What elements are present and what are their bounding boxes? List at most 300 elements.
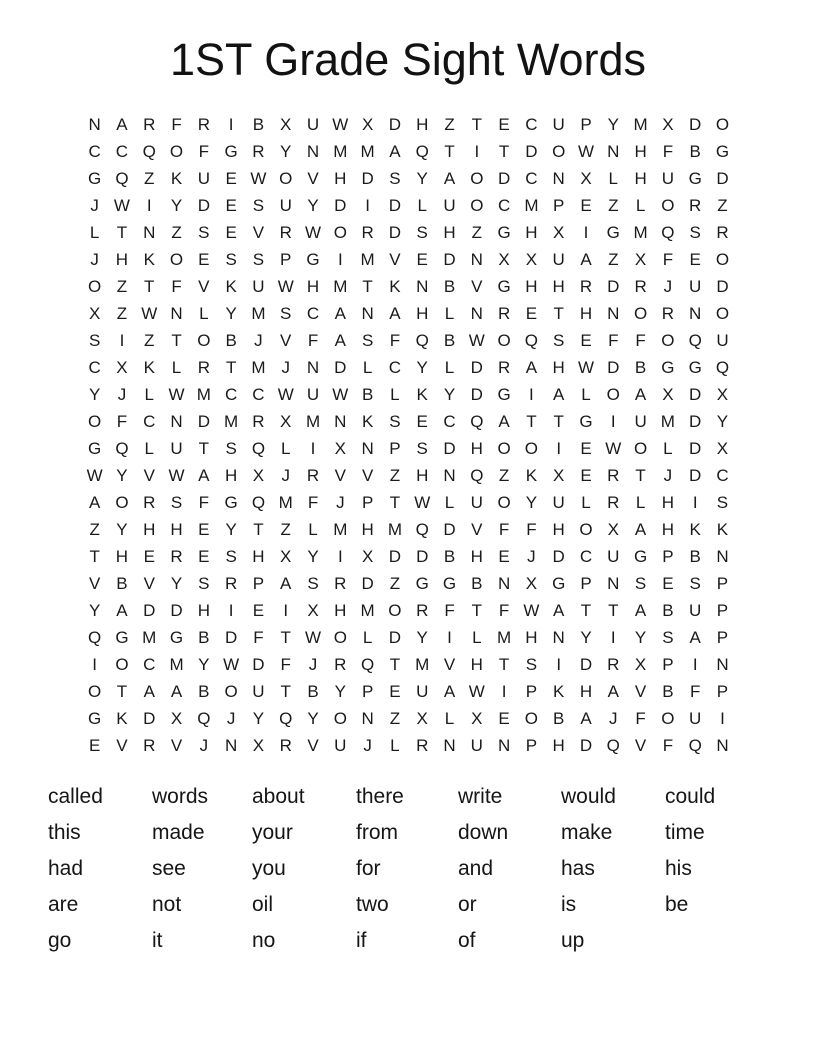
grid-cell: I xyxy=(610,628,616,647)
grid-cell: I xyxy=(556,655,562,674)
word-list-item: make xyxy=(561,821,613,844)
grid-cell: I xyxy=(610,412,616,431)
grid-cell: N xyxy=(607,574,620,593)
grid-cell: R xyxy=(607,466,620,485)
grid-cell: K xyxy=(116,709,128,728)
grid-cell: I xyxy=(365,196,370,215)
grid-cell: K xyxy=(689,520,701,539)
grid-cell: S xyxy=(198,223,210,242)
grid-cell: Z xyxy=(608,196,619,215)
word-list-item: oil xyxy=(252,893,274,916)
grid-cell: F xyxy=(498,520,510,539)
grid-cell: L xyxy=(444,358,455,377)
grid-cell: C xyxy=(525,115,538,134)
grid-cell: I xyxy=(283,601,289,620)
grid-cell: X xyxy=(252,736,265,755)
grid-cell: D xyxy=(689,412,702,431)
grid-cell: W xyxy=(468,331,485,350)
grid-cell: Z xyxy=(444,115,455,134)
grid-cell: Z xyxy=(144,331,155,350)
grid-cell: X xyxy=(553,466,565,485)
grid-cell: U xyxy=(170,439,183,458)
grid-cell: G xyxy=(633,547,648,566)
grid-cell: D xyxy=(388,628,402,647)
grid-cell: R xyxy=(661,304,675,323)
grid-cell: S xyxy=(689,223,701,242)
grid-cell: P xyxy=(361,493,374,512)
grid-cell: O xyxy=(115,655,129,674)
grid-cell: O xyxy=(333,628,347,647)
grid-cell: M xyxy=(360,250,375,269)
grid-cell: I xyxy=(337,547,343,566)
grid-cell: T xyxy=(362,277,373,296)
grid-cell: I xyxy=(529,385,534,404)
grid-cell: Y xyxy=(252,709,265,728)
grid-cell: L xyxy=(199,304,209,323)
grid-cell: H xyxy=(197,601,210,620)
grid-cell: M xyxy=(142,628,157,647)
grid-cell: K xyxy=(553,682,565,701)
grid-cell: V xyxy=(334,466,346,485)
grid-cell: D xyxy=(416,547,429,566)
grid-cell: Q xyxy=(606,736,620,755)
grid-cell: J xyxy=(527,547,536,566)
grid-cell: U xyxy=(607,547,620,566)
grid-cell: L xyxy=(663,439,673,458)
grid-cell: Q xyxy=(415,142,429,161)
grid-cell: Z xyxy=(89,520,100,539)
grid-cell: I xyxy=(447,628,452,647)
grid-cell: N xyxy=(607,304,620,323)
grid-cell: D xyxy=(607,358,620,377)
grid-cell: D xyxy=(497,169,511,188)
grid-cell: T xyxy=(471,115,482,134)
grid-cell: X xyxy=(361,115,374,134)
grid-cell: N xyxy=(552,628,565,647)
word-list-item: could xyxy=(665,785,716,808)
grid-cell: H xyxy=(470,439,483,458)
grid-cell: O xyxy=(388,601,402,620)
grid-cell: N xyxy=(361,439,374,458)
grid-cell: N xyxy=(497,736,511,755)
grid-cell: Z xyxy=(144,169,155,188)
grid-cell: F xyxy=(444,601,455,620)
grid-cell: T xyxy=(280,682,291,701)
grid-cell: H xyxy=(552,358,565,377)
grid-cell: P xyxy=(525,736,538,755)
grid-cell: C xyxy=(88,358,101,377)
grid-cell: Y xyxy=(307,196,319,215)
word-list-item: or xyxy=(458,893,477,916)
grid-cell: O xyxy=(715,304,730,323)
grid-cell: R xyxy=(334,574,347,593)
grid-cell: L xyxy=(444,304,455,323)
grid-cell: A xyxy=(443,682,456,701)
grid-cell: D xyxy=(197,196,210,215)
word-list-item: it xyxy=(152,929,163,952)
word-list-item: be xyxy=(665,893,689,916)
grid-cell: G xyxy=(415,574,429,593)
grid-cell: F xyxy=(307,493,319,512)
grid-cell: N xyxy=(170,304,183,323)
grid-cell: J xyxy=(363,736,372,755)
grid-cell: T xyxy=(471,601,482,620)
grid-cell: L xyxy=(280,439,291,458)
grid-cell: S xyxy=(716,493,729,512)
grid-cell: P xyxy=(716,682,729,701)
grid-cell: D xyxy=(388,115,402,134)
grid-cell: I xyxy=(692,493,698,512)
grid-cell: S xyxy=(225,250,237,269)
grid-cell: L xyxy=(390,736,400,755)
word-list-item: called xyxy=(48,785,103,808)
grid-cell: E xyxy=(662,574,674,593)
word-list-item: is xyxy=(561,893,577,916)
grid-cell: Y xyxy=(280,142,292,161)
grid-cell: S xyxy=(389,412,401,431)
grid-cell: O xyxy=(661,331,675,350)
grid-cell: D xyxy=(470,385,483,404)
grid-cell: G xyxy=(306,250,320,269)
grid-cell: K xyxy=(225,277,237,296)
grid-cell: W xyxy=(86,466,103,485)
grid-cell: N xyxy=(689,304,702,323)
grid-cell: W xyxy=(577,358,595,377)
grid-cell: X xyxy=(307,601,319,620)
grid-cell: K xyxy=(143,250,155,269)
grid-cell: A xyxy=(443,169,456,188)
grid-cell: X xyxy=(88,304,101,323)
grid-cell: C xyxy=(143,655,156,674)
grid-cell: X xyxy=(716,385,729,404)
grid-cell: A xyxy=(143,682,155,701)
grid-cell: E xyxy=(198,520,210,539)
grid-cell: W xyxy=(605,439,622,458)
grid-cell: Z xyxy=(116,304,128,323)
grid-cell: Y xyxy=(225,304,237,323)
grid-cell: D xyxy=(252,655,265,674)
grid-cell: V xyxy=(634,682,647,701)
grid-cell: A xyxy=(634,385,647,404)
word-list-item: words xyxy=(152,785,209,808)
grid-cell: I xyxy=(692,655,698,674)
grid-cell: R xyxy=(607,655,620,674)
grid-cell: M xyxy=(251,304,266,323)
page-title: 1ST Grade Sight Words xyxy=(169,34,647,85)
grid-cell: A xyxy=(553,385,565,404)
grid-cell: Q xyxy=(415,520,429,539)
grid-cell: Y xyxy=(580,628,592,647)
grid-cell: G xyxy=(169,628,184,647)
grid-cell: U xyxy=(306,115,320,134)
grid-cell: L xyxy=(144,439,154,458)
grid-cell: H xyxy=(143,520,156,539)
word-list-item: his xyxy=(665,857,692,880)
grid-cell: C xyxy=(306,304,320,323)
grid-cell: D xyxy=(143,709,156,728)
grid-cell: B xyxy=(225,331,237,350)
grid-cell: D xyxy=(552,547,565,566)
grid-cell: V xyxy=(634,736,647,755)
grid-cell: T xyxy=(280,628,291,647)
grid-cell: R xyxy=(689,196,702,215)
grid-cell: S xyxy=(307,574,319,593)
grid-cell: A xyxy=(634,520,647,539)
grid-cell: G xyxy=(224,493,238,512)
grid-cell: Z xyxy=(389,709,401,728)
grid-cell: A xyxy=(553,601,565,620)
grid-cell: T xyxy=(389,655,401,674)
grid-cell: F xyxy=(389,331,401,350)
grid-cell: M xyxy=(633,223,648,242)
grid-cell: L xyxy=(472,628,482,647)
grid-cell: D xyxy=(607,277,620,296)
grid-cell: M xyxy=(333,277,348,296)
grid-cell: X xyxy=(662,385,674,404)
grid-cell: G xyxy=(688,169,702,188)
grid-cell: H xyxy=(579,304,593,323)
word-list-item: for xyxy=(356,857,381,880)
grid-cell: L xyxy=(444,709,455,728)
grid-cell: J xyxy=(90,196,99,215)
grid-cell: P xyxy=(580,115,592,134)
grid-cell: Q xyxy=(279,709,293,728)
grid-cell: D xyxy=(388,223,402,242)
grid-cell: C xyxy=(525,169,538,188)
grid-cell: T xyxy=(89,547,100,566)
grid-cell: H xyxy=(579,682,593,701)
grid-cell: Z xyxy=(498,466,510,485)
word-list-item: had xyxy=(48,857,84,880)
grid-cell: W xyxy=(305,223,322,242)
grid-cell: O xyxy=(169,142,184,161)
grid-cell: N xyxy=(170,412,183,431)
grid-cell: H xyxy=(661,520,675,539)
grid-cell: V xyxy=(471,277,483,296)
grid-cell: A xyxy=(88,493,101,512)
grid-cell: W xyxy=(113,196,130,215)
grid-cell: F xyxy=(171,115,182,134)
grid-cell: C xyxy=(115,142,129,161)
grid-cell: S xyxy=(634,574,647,593)
word-list-item: your xyxy=(252,821,293,844)
grid-cell: O xyxy=(552,142,566,161)
grid-cell: K xyxy=(716,520,729,539)
grid-cell: M xyxy=(278,493,293,512)
grid-cell: B xyxy=(471,574,483,593)
grid-cell: L xyxy=(171,358,182,377)
grid-cell: U xyxy=(552,250,565,269)
grid-cell: G xyxy=(88,439,102,458)
grid-cell: H xyxy=(224,466,238,485)
grid-cell: R xyxy=(279,736,292,755)
grid-cell: L xyxy=(581,493,591,512)
grid-cell: J xyxy=(254,331,263,350)
grid-cell: S xyxy=(689,574,701,593)
grid-cell: I xyxy=(501,682,507,701)
grid-cell: R xyxy=(416,601,429,620)
word-search-grid xyxy=(81,111,736,759)
grid-cell: L xyxy=(89,223,100,242)
grid-cell: I xyxy=(119,331,125,350)
grid-cell: R xyxy=(143,115,156,134)
grid-cell: R xyxy=(197,115,210,134)
grid-cell: G xyxy=(715,142,730,161)
grid-cell: H xyxy=(416,304,429,323)
grid-cell: P xyxy=(389,439,401,458)
grid-cell: N xyxy=(607,142,620,161)
grid-cell: G xyxy=(224,142,238,161)
grid-cell: O xyxy=(115,493,129,512)
grid-cell: J xyxy=(609,709,618,728)
grid-cell: Y xyxy=(416,628,428,647)
grid-cell: E xyxy=(143,547,155,566)
grid-cell: V xyxy=(471,520,483,539)
word-list-item: up xyxy=(561,929,585,952)
grid-cell: U xyxy=(716,331,729,350)
grid-cell: L xyxy=(635,493,646,512)
grid-cell: Q xyxy=(688,736,702,755)
grid-cell: L xyxy=(362,628,373,647)
grid-cell: W xyxy=(332,115,349,134)
word-list-item: this xyxy=(48,821,81,844)
grid-cell: V xyxy=(443,655,456,674)
grid-cell: R xyxy=(579,277,593,296)
grid-cell: O xyxy=(633,304,648,323)
grid-cell: W xyxy=(141,304,158,323)
grid-cell: R xyxy=(279,223,292,242)
grid-cell: Y xyxy=(170,574,183,593)
grid-cell: V xyxy=(170,736,183,755)
word-list-item: about xyxy=(252,785,305,808)
grid-cell: N xyxy=(443,736,456,755)
grid-cell: Y xyxy=(416,169,428,188)
grid-cell: X xyxy=(553,223,565,242)
grid-cell: H xyxy=(252,547,265,566)
grid-cell: E xyxy=(416,412,428,431)
grid-cell: P xyxy=(553,196,565,215)
word-list-column xyxy=(561,779,616,959)
word-list-item: of xyxy=(458,929,476,952)
grid-cell: Y xyxy=(334,682,346,701)
grid-cell: T xyxy=(498,655,510,674)
grid-cell: P xyxy=(716,628,729,647)
grid-cell: X xyxy=(498,250,510,269)
grid-cell: C xyxy=(497,196,511,215)
grid-cell: X xyxy=(525,574,538,593)
grid-cell: E xyxy=(225,223,237,242)
grid-cell: X xyxy=(416,709,428,728)
grid-cell: B xyxy=(361,385,374,404)
word-list-column xyxy=(48,779,103,959)
grid-cell: S xyxy=(252,250,265,269)
grid-cell: G xyxy=(497,277,511,296)
grid-cell: N xyxy=(361,709,374,728)
grid-cell: R xyxy=(252,412,265,431)
grid-cell: C xyxy=(143,412,156,431)
grid-cell: O xyxy=(524,709,539,728)
grid-cell: D xyxy=(361,169,374,188)
grid-cell: C xyxy=(224,385,238,404)
grid-cell: U xyxy=(416,682,429,701)
grid-cell: E xyxy=(225,196,237,215)
grid-cell: W xyxy=(305,628,322,647)
grid-cell: A xyxy=(280,574,292,593)
grid-cell: C xyxy=(716,466,729,485)
grid-cell: X xyxy=(525,250,538,269)
grid-cell: J xyxy=(199,736,209,755)
word-list-column xyxy=(458,779,508,959)
word-list-column xyxy=(665,779,715,923)
grid-cell: M xyxy=(251,358,266,377)
word-list-item: if xyxy=(356,929,367,952)
grid-cell: N xyxy=(361,304,374,323)
grid-cell: T xyxy=(635,466,646,485)
grid-cell: M xyxy=(633,115,648,134)
grid-cell: G xyxy=(88,709,102,728)
grid-cell: E xyxy=(389,682,401,701)
grid-cell: X xyxy=(580,169,592,188)
grid-cell: V xyxy=(389,250,401,269)
grid-cell: H xyxy=(361,520,374,539)
grid-cell: U xyxy=(470,736,483,755)
grid-cell: J xyxy=(117,385,127,404)
grid-cell: O xyxy=(224,682,238,701)
grid-cell: L xyxy=(444,493,455,512)
grid-cell: J xyxy=(336,493,345,512)
grid-cell: G xyxy=(552,574,566,593)
grid-cell: O xyxy=(661,709,675,728)
grid-cell: J xyxy=(281,358,290,377)
grid-cell: H xyxy=(634,142,647,161)
grid-cell: R xyxy=(634,277,647,296)
grid-cell: W xyxy=(577,142,595,161)
grid-cell: W xyxy=(277,385,294,404)
grid-cell: H xyxy=(115,250,129,269)
grid-cell: A xyxy=(198,466,210,485)
grid-cell: F xyxy=(307,331,319,350)
grid-cell: Z xyxy=(608,250,619,269)
grid-cell: L xyxy=(608,169,619,188)
grid-cell: X xyxy=(280,547,292,566)
grid-cell: W xyxy=(223,655,240,674)
grid-cell: A xyxy=(689,628,701,647)
grid-cell: Q xyxy=(715,358,730,377)
grid-cell: S xyxy=(170,493,183,512)
word-list-item: made xyxy=(152,821,205,844)
grid-cell: V xyxy=(252,223,265,242)
grid-cell: R xyxy=(497,304,511,323)
grid-cell: O xyxy=(88,682,102,701)
grid-cell: H xyxy=(525,223,538,242)
grid-cell: H xyxy=(115,547,129,566)
word-list-item: see xyxy=(152,857,186,880)
grid-cell: Y xyxy=(88,385,101,404)
grid-cell: O xyxy=(715,115,730,134)
grid-cell: H xyxy=(170,520,183,539)
grid-cell: R xyxy=(197,358,210,377)
grid-cell: H xyxy=(306,277,320,296)
grid-cell: I xyxy=(337,250,343,269)
grid-cell: G xyxy=(688,358,702,377)
grid-cell: Q xyxy=(251,439,266,458)
grid-cell: T xyxy=(526,412,537,431)
grid-cell: U xyxy=(252,682,265,701)
grid-cell: A xyxy=(389,304,401,323)
grid-cell: R xyxy=(361,223,374,242)
grid-cell: K xyxy=(361,412,374,431)
grid-cell: V xyxy=(307,736,319,755)
